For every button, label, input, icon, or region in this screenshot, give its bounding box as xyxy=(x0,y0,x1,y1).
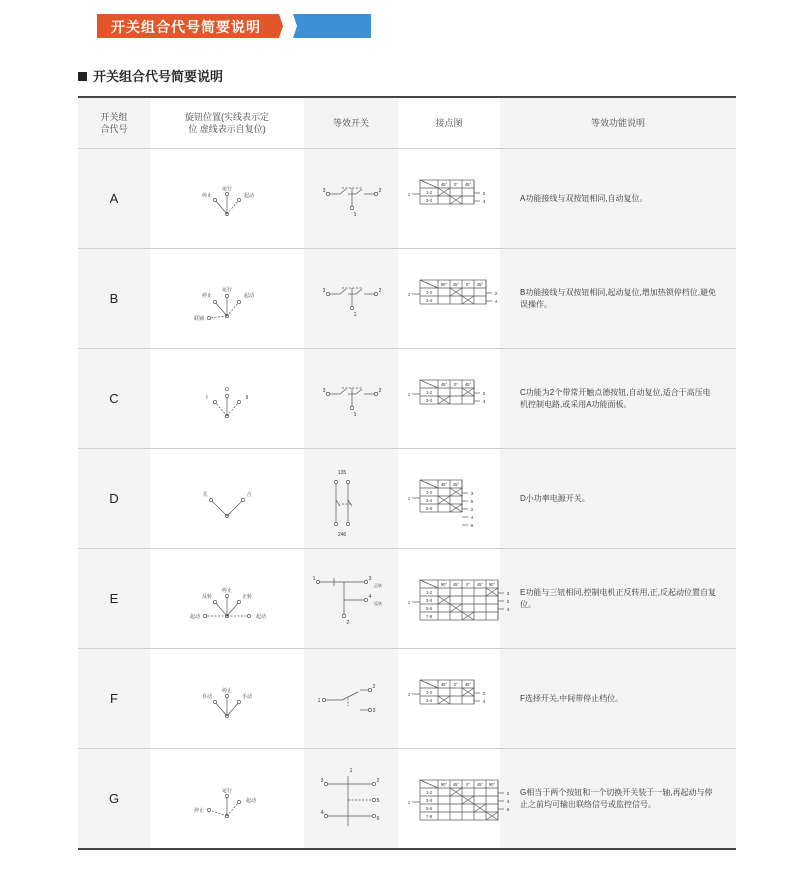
switch-code: C xyxy=(78,349,150,449)
knob-position-diagram xyxy=(150,254,304,344)
contact-chart-row-label: 1-2 xyxy=(425,289,433,295)
contact-chart-row-label: 1-2 xyxy=(425,489,433,495)
square-bullet-icon xyxy=(78,72,87,81)
table-row xyxy=(78,449,736,549)
contact-terminal-label: 1 xyxy=(407,599,411,605)
knob-position-label: 正转 xyxy=(241,593,253,600)
knob-position-dot xyxy=(237,700,240,703)
contact-chart-row-label: 1-2 xyxy=(425,389,433,395)
contact-terminal-label: 1 xyxy=(407,291,411,297)
header-code xyxy=(78,97,150,149)
knob-position-dot xyxy=(324,814,327,817)
knob-position-label: 起动 xyxy=(189,613,201,620)
knob-position-dot xyxy=(209,498,212,501)
knob-position-dot xyxy=(368,708,371,711)
knob-position-label: 手动 xyxy=(241,693,253,700)
contact-terminal-label: 2 xyxy=(482,690,486,696)
knob-position-dot xyxy=(374,292,377,295)
contact-terminal-label: 5 xyxy=(470,498,474,504)
contact-chart-cell xyxy=(398,449,500,549)
function-description: A功能接线与双按钮相同,自动复位。 xyxy=(500,149,736,249)
knob-arm-line xyxy=(227,702,239,716)
contact-chart-angle: 45° xyxy=(440,481,448,487)
knob-position-dot xyxy=(324,782,327,785)
diagram-line xyxy=(340,289,346,294)
contact-chart-row-label: 5-6 xyxy=(425,605,433,611)
contact-terminal-label: 1 xyxy=(407,799,411,805)
equivalent-switch-cell xyxy=(304,749,398,850)
contact-chart-angle: 45° xyxy=(464,381,472,387)
knob-position-diagram xyxy=(150,754,304,844)
header-position-line: 位 虚线表示自复位) xyxy=(188,124,266,134)
knob-arm-line xyxy=(209,316,227,318)
equivalent-switch-diagram xyxy=(304,154,398,244)
knob-position-dot xyxy=(213,400,216,403)
contact-terminal-label: 1 xyxy=(407,391,411,397)
switch-terminal-label: 3 xyxy=(320,777,324,784)
table-row xyxy=(78,549,736,649)
equivalent-switch-diagram xyxy=(304,554,398,644)
table-row xyxy=(78,349,736,449)
knob-position-dot xyxy=(364,598,367,601)
knob-arm-line xyxy=(215,402,227,416)
contact-chart-row-label: 5-6 xyxy=(425,505,433,511)
header-code-line: 开关组 xyxy=(100,112,128,122)
function-description: C功能为2个带常开触点德按钮,自动复位,适合于高压电机控制电路,或采用A功能面板。 xyxy=(500,349,736,449)
header-contacts: 接点图 xyxy=(398,97,500,149)
knob-position-label: 起动 xyxy=(245,797,257,804)
contact-terminal-label: 2 xyxy=(470,506,474,512)
function-description: F选择开关,中间带停止档位。 xyxy=(500,649,736,749)
contact-chart-angle: 90° xyxy=(440,781,448,787)
knob-position-dot xyxy=(342,614,345,617)
knob-arm-line xyxy=(209,810,227,816)
knob-position-dot xyxy=(368,688,371,691)
knob-position-label: 联锁 xyxy=(193,315,205,322)
knob-position-dot xyxy=(241,498,244,501)
contact-chart-angle: 0° xyxy=(465,281,471,287)
knob-position-dot xyxy=(213,700,216,703)
knob-position-dot xyxy=(237,800,240,803)
function-description: D小功率电源开关。 xyxy=(500,449,736,549)
switch-terminal-label: 3 xyxy=(368,575,372,582)
switch-terminal-label: 6 xyxy=(376,815,380,822)
table-header-row xyxy=(78,97,736,149)
switch-terminal-label: 1 xyxy=(353,311,357,318)
knob-position-dot xyxy=(346,480,349,483)
contact-chart-angle: 45° xyxy=(476,281,484,287)
diagram-line xyxy=(356,189,362,194)
equivalent-switch-diagram xyxy=(304,754,398,844)
contact-chart-row-label: 1-2 xyxy=(425,789,433,795)
knob-position-label: 运行 xyxy=(221,286,233,293)
switch-terminal-label: 1 xyxy=(353,411,357,418)
contact-chart-row-label: 1-2 xyxy=(425,189,433,195)
contact-chart-row-label: 1-2 xyxy=(425,689,433,695)
contact-chart-cell xyxy=(398,649,500,749)
contact-chart-angle: 0° xyxy=(453,681,459,687)
diagram-line xyxy=(348,500,352,506)
contact-chart-row-label: 1-2 xyxy=(425,589,433,595)
equivalent-switch-cell xyxy=(304,449,398,549)
knob-arm-line xyxy=(215,702,227,716)
knob-position-dot xyxy=(207,316,210,319)
contact-chart-row-label: 3-4 xyxy=(425,697,433,703)
contact-chart-row-label: 3-4 xyxy=(425,397,433,403)
contact-terminal-label: 3 xyxy=(470,490,474,496)
knob-position-dot xyxy=(350,406,353,409)
knob-position-label: II xyxy=(245,394,249,401)
header-position xyxy=(150,97,304,149)
table-row xyxy=(78,249,736,349)
contact-chart xyxy=(398,554,510,644)
switch-code: B xyxy=(78,249,150,349)
switch-terminal-label: 4 xyxy=(320,809,324,816)
diagram-line xyxy=(356,289,362,294)
contact-chart-angle: 45° xyxy=(440,681,448,687)
knob-position-dot xyxy=(372,814,375,817)
knob-position-dot xyxy=(322,698,325,701)
equivalent-switch-diagram xyxy=(304,454,398,544)
knob-arm-line xyxy=(227,500,243,516)
function-description: G相当于两个按钮和一个切换开关装于一轴,再起动与停止之前均可输出联络信号或监控信号。 xyxy=(500,749,736,850)
knob-position-dot xyxy=(326,192,329,195)
function-description: B功能接线与双按钮相同,起动复位,增加热锁停档位,避免误操作。 xyxy=(500,249,736,349)
contact-chart-cell xyxy=(398,749,510,850)
knob-position-label: 停止 xyxy=(201,292,213,299)
knob-position-dot xyxy=(364,580,367,583)
contact-terminal-label: 2 xyxy=(482,390,486,396)
knob-arm-line xyxy=(227,602,239,616)
knob-position-label: 起动 xyxy=(243,292,255,299)
switch-terminal-label: 4 xyxy=(368,593,372,600)
switch-terminal-label: 反转 xyxy=(374,600,382,606)
knob-position-dot xyxy=(225,694,228,697)
knob-position-dot xyxy=(346,522,349,525)
contact-chart-row-label: 3-4 xyxy=(425,497,433,503)
switch-terminal-label: 246 xyxy=(337,531,347,538)
knob-position-cell xyxy=(150,349,304,449)
contact-terminal-label: 4 xyxy=(482,698,486,704)
knob-position-cell xyxy=(150,149,304,249)
header-function: 等效功能说明 xyxy=(500,97,736,149)
knob-position-diagram xyxy=(150,454,304,544)
contact-chart-angle: 45° xyxy=(452,481,460,487)
switch-terminal-label: 1 xyxy=(312,575,316,582)
knob-arm-line xyxy=(227,402,239,416)
contact-terminal-label: 1 xyxy=(407,191,411,197)
table-row xyxy=(78,749,736,850)
knob-position-cell xyxy=(150,249,304,349)
knob-position-dot xyxy=(225,294,228,297)
knob-position-dot xyxy=(225,192,228,195)
contact-chart xyxy=(398,154,500,244)
knob-position-dot xyxy=(225,794,228,797)
banner-title: 开关组合代号简要说明 xyxy=(111,19,261,35)
contact-terminal-label: 2 xyxy=(506,790,510,796)
switch-terminal-label: 正转 xyxy=(374,582,382,588)
knob-position-dot xyxy=(316,580,319,583)
switch-terminal-label: 2 xyxy=(372,683,376,690)
contact-terminal-label: 4 xyxy=(506,606,510,612)
knob-position-dot xyxy=(225,594,228,597)
knob-position-label: 反转 xyxy=(201,593,213,600)
knob-arm-line xyxy=(227,302,239,316)
knob-position-label: 合 xyxy=(246,491,252,498)
contact-chart-angle: 45° xyxy=(476,581,484,587)
equivalent-switch-cell xyxy=(304,249,398,349)
knob-arm-line xyxy=(215,200,227,214)
knob-position-label: 起动 xyxy=(243,192,255,199)
contact-chart-cell xyxy=(398,349,500,449)
knob-position-label: 自动 xyxy=(201,693,213,700)
knob-position-dot xyxy=(213,300,216,303)
knob-position-label: I xyxy=(206,394,208,401)
switch-terminal-label: 3 xyxy=(372,707,376,714)
equivalent-switch-diagram xyxy=(304,254,398,344)
diagram-line xyxy=(342,692,358,700)
knob-position-cell xyxy=(150,649,304,749)
equivalent-switch-diagram xyxy=(304,354,398,444)
contact-chart-angle: 0° xyxy=(453,381,459,387)
table-row xyxy=(78,149,736,249)
contact-chart-angle: 45° xyxy=(464,681,472,687)
contact-chart-angle: 90° xyxy=(488,781,496,787)
switch-terminal-label: 3 xyxy=(322,387,326,394)
switch-code: E xyxy=(78,549,150,649)
switch-code-table xyxy=(78,96,736,850)
knob-position-label: 停止 xyxy=(221,587,233,594)
knob-position-dot xyxy=(326,392,329,395)
switch-code: G xyxy=(78,749,150,850)
knob-position-dot xyxy=(326,292,329,295)
knob-position-dot xyxy=(237,600,240,603)
equivalent-switch-cell xyxy=(304,149,398,249)
knob-position-label: 停止 xyxy=(193,807,205,814)
contact-terminal-label: 4 xyxy=(482,398,486,404)
contact-chart-cell xyxy=(398,149,500,249)
knob-arm-line xyxy=(215,302,227,316)
contact-terminal-label: 4 xyxy=(470,514,474,520)
contact-chart xyxy=(398,454,500,544)
knob-arm-line xyxy=(215,602,227,616)
contact-chart-angle: 0° xyxy=(465,781,471,787)
knob-position-dot xyxy=(237,300,240,303)
equivalent-switch-diagram xyxy=(304,654,398,744)
knob-arm-line xyxy=(227,200,239,214)
switch-terminal-label: 2 xyxy=(346,619,350,626)
contact-chart-angle: 45° xyxy=(452,281,460,287)
contact-chart-angle: 45° xyxy=(440,181,448,187)
knob-position-diagram xyxy=(150,654,304,744)
contact-chart xyxy=(398,354,500,444)
knob-position-dot xyxy=(237,400,240,403)
section-banner xyxy=(97,14,371,38)
contact-chart-angle: 45° xyxy=(440,381,448,387)
banner-blue-band xyxy=(287,14,371,38)
contact-chart-row-label: 3-4 xyxy=(425,297,433,303)
contact-terminal-label: 2 xyxy=(482,190,486,196)
contact-terminal-label: 4 xyxy=(482,198,486,204)
switch-terminal-label: 1 xyxy=(349,767,353,774)
contact-terminal-label: 1 xyxy=(407,691,411,697)
knob-position-dot xyxy=(372,798,375,801)
switch-code: D xyxy=(78,449,150,549)
knob-position-label: 起动 xyxy=(255,613,267,620)
equivalent-switch-cell xyxy=(304,349,398,449)
contact-chart-row-label: 3-4 xyxy=(425,197,433,203)
knob-position-dot xyxy=(334,522,337,525)
knob-position-cell xyxy=(150,749,304,850)
switch-terminal-label: 2 xyxy=(378,187,382,194)
contact-terminal-label: 2 xyxy=(494,290,498,296)
contact-chart-angle: 45° xyxy=(464,181,472,187)
knob-position-dot xyxy=(225,394,228,397)
switch-code: F xyxy=(78,649,150,749)
contact-chart-row-label: 3-4 xyxy=(425,597,433,603)
knob-position-label: 关 xyxy=(202,491,208,498)
header-equivalent: 等效开关 xyxy=(304,97,398,149)
knob-position-dot xyxy=(372,782,375,785)
contact-chart-angle: 45° xyxy=(476,781,484,787)
switch-terminal-label: 1 xyxy=(317,697,321,704)
knob-position-dot xyxy=(374,192,377,195)
contact-chart-row-label: 3-4 xyxy=(425,797,433,803)
section-title-text: 开关组合代号简要说明 xyxy=(93,69,224,84)
switch-terminal-label: 5 xyxy=(376,797,380,804)
knob-position-dot xyxy=(203,614,206,617)
knob-position-cell xyxy=(150,549,304,649)
contact-chart-angle: 90° xyxy=(440,281,448,287)
diagram-line xyxy=(336,500,340,506)
switch-terminal-label: 2 xyxy=(378,387,382,394)
diagram-line xyxy=(340,189,346,194)
contact-chart-cell xyxy=(398,549,510,649)
knob-position-cell xyxy=(150,449,304,549)
contact-chart xyxy=(398,254,500,344)
contact-terminal-label: 3 xyxy=(506,590,510,596)
contact-chart-angle: 45° xyxy=(452,581,460,587)
contact-terminal-label: 6 xyxy=(506,806,510,812)
contact-chart-cell xyxy=(398,249,500,349)
switch-terminal-label: 3 xyxy=(322,287,326,294)
switch-code: A xyxy=(78,149,150,249)
switch-terminal-label: 3 xyxy=(322,187,326,194)
diagram-line xyxy=(340,389,346,394)
knob-position-label: 停止 xyxy=(201,192,213,199)
equivalent-switch-cell xyxy=(304,649,398,749)
knob-arm-line xyxy=(211,500,227,516)
section-title xyxy=(78,66,223,85)
knob-position-dot xyxy=(247,614,250,617)
contact-chart-row-label: 7-8 xyxy=(425,613,433,619)
knob-position-diagram xyxy=(150,554,304,644)
switch-terminal-label: 2 xyxy=(378,287,382,294)
contact-terminal-label: 4 xyxy=(494,298,498,304)
knob-position-label: O xyxy=(225,386,229,393)
knob-position-dot xyxy=(374,392,377,395)
table-row xyxy=(78,649,736,749)
switch-terminal-label: 135 xyxy=(337,469,347,476)
contact-chart-row-label: 5-6 xyxy=(425,805,433,811)
function-description: E功能与三钮相同,控制电机正反转用,正,反起动位置自复位。 xyxy=(500,549,736,649)
switch-terminal-label: 1 xyxy=(353,211,357,218)
equivalent-switch-cell xyxy=(304,549,398,649)
knob-position-dot xyxy=(334,480,337,483)
contact-chart-row-label: 7-8 xyxy=(425,813,433,819)
contact-terminal-label: 4 xyxy=(506,798,510,804)
contact-chart-angle: 90° xyxy=(440,581,448,587)
knob-position-dot xyxy=(213,600,216,603)
knob-position-label: 运行 xyxy=(221,787,233,794)
contact-chart xyxy=(398,654,500,744)
knob-position-dot xyxy=(213,198,216,201)
contact-chart xyxy=(398,754,510,844)
contact-terminal-label: 2 xyxy=(506,598,510,604)
knob-position-diagram xyxy=(150,154,304,244)
knob-position-label: 停止 xyxy=(221,687,233,694)
contact-chart-angle: 90° xyxy=(488,581,496,587)
contact-chart-angle: 0° xyxy=(465,581,471,587)
knob-position-dot xyxy=(350,306,353,309)
knob-position-dot xyxy=(350,206,353,209)
contact-chart-angle: 0° xyxy=(453,181,459,187)
knob-position-label: 运行 xyxy=(221,185,233,192)
switch-terminal-label: 2 xyxy=(376,777,380,784)
knob-position-dot xyxy=(237,198,240,201)
contact-chart-angle: 45° xyxy=(452,781,460,787)
knob-position-dot xyxy=(207,808,210,811)
contact-terminal-label: 1 xyxy=(407,495,411,501)
knob-arm-line xyxy=(227,802,239,816)
knob-position-diagram xyxy=(150,354,304,444)
header-position-line: 旋钮位置(实线表示定 xyxy=(185,112,269,122)
contact-terminal-label: 6 xyxy=(470,522,474,528)
diagram-line xyxy=(356,389,362,394)
header-code-line: 合代号 xyxy=(100,124,128,134)
